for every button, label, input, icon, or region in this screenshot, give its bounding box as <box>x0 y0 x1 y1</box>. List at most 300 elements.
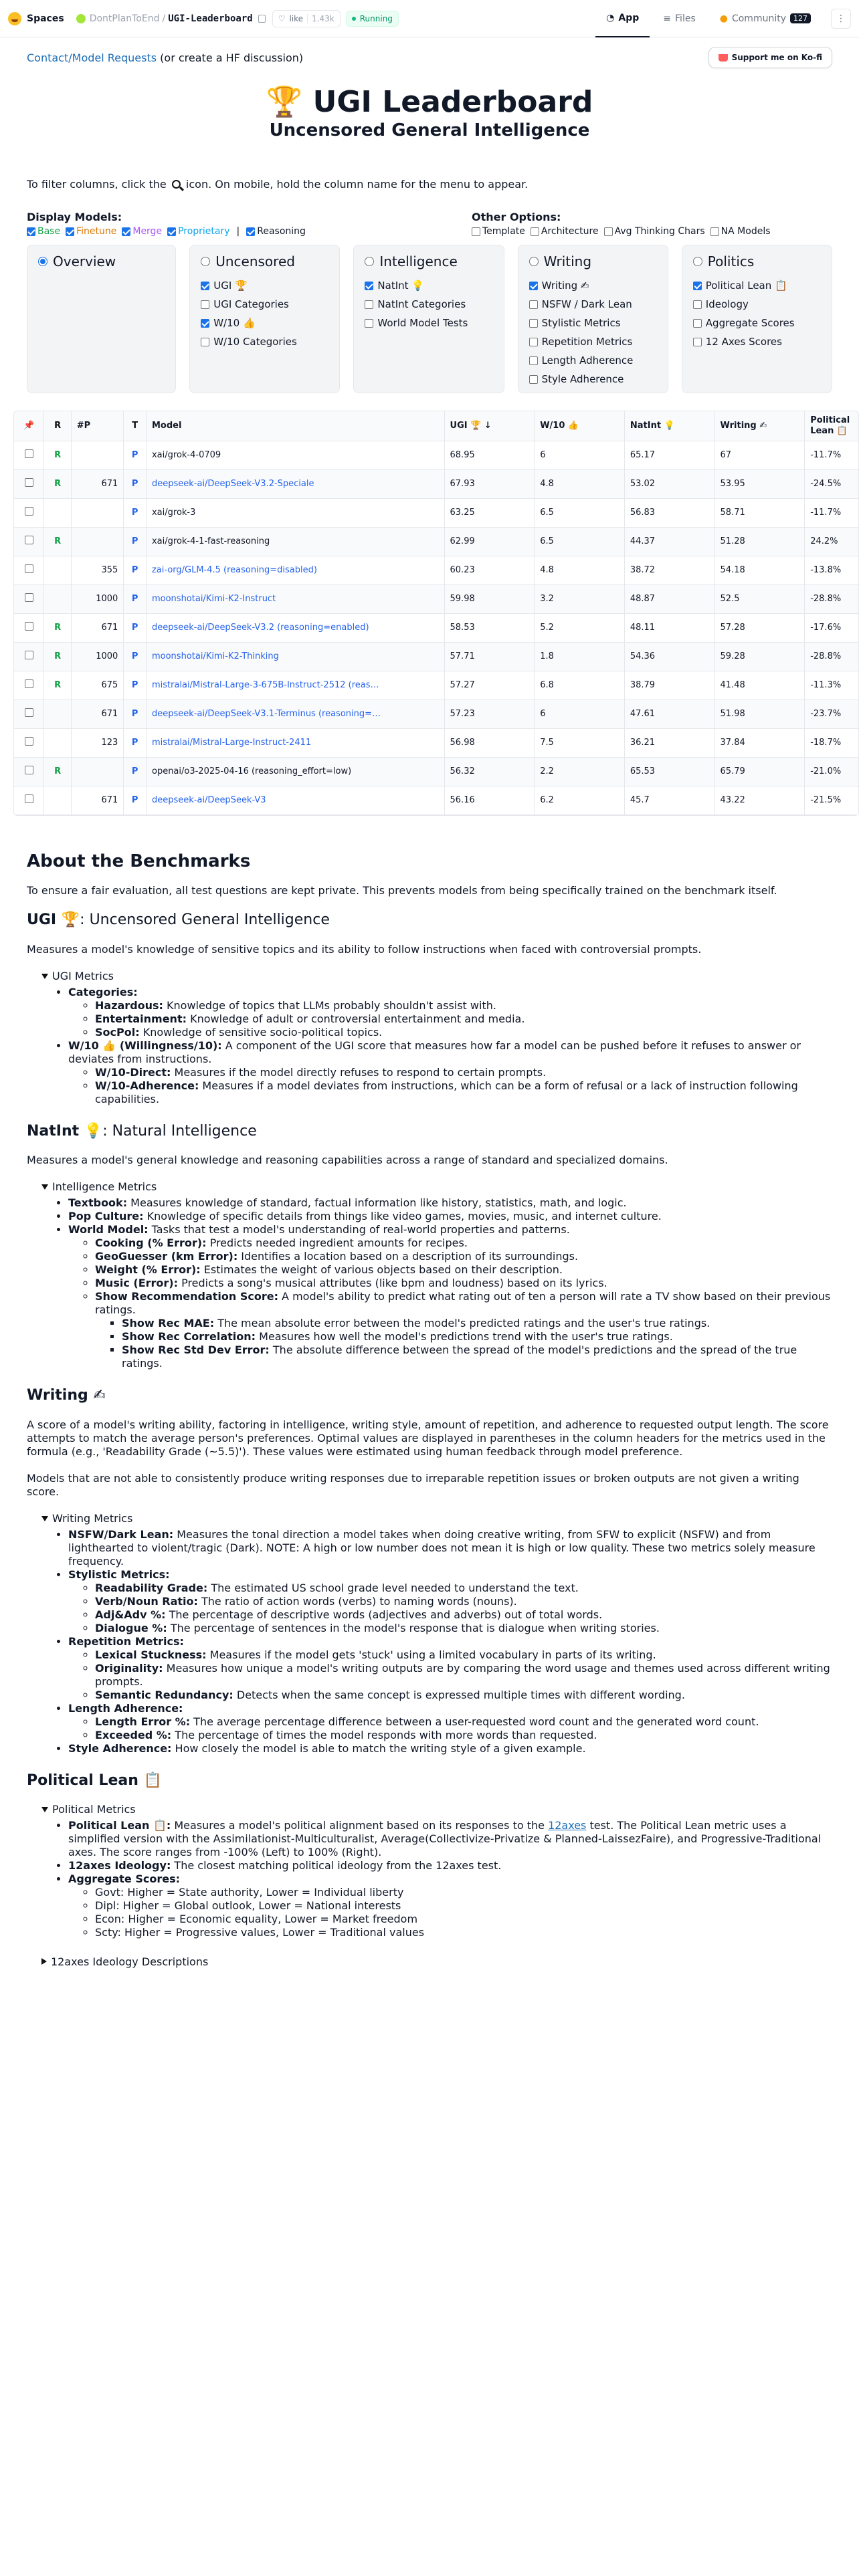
contact-suffix: (or create a HF discussion) <box>157 51 304 64</box>
item-bold: Political Lean 📋: <box>68 1819 171 1832</box>
checkbox-label: Reasoning <box>257 226 306 237</box>
type-cell: P <box>124 584 147 613</box>
r-column-header[interactable]: R <box>44 411 71 441</box>
item-text: Measures if the model directly refuses to respond to certain prompts. <box>171 1065 547 1079</box>
reasoning-flag <box>44 584 71 613</box>
checkbox-box[interactable] <box>25 737 33 746</box>
writing-heading-bold: Writing ✍ <box>27 1387 106 1404</box>
writing-label: Writing <box>543 253 592 270</box>
list-item <box>68 986 832 1039</box>
item-bold: Stylistic Metrics: <box>68 1568 170 1581</box>
reasoning-flag <box>44 728 71 757</box>
community-count-badge: 127 <box>790 13 811 23</box>
natint-heading <box>27 1122 832 1141</box>
item-bold: Weight (% Error): <box>95 1263 201 1276</box>
item-text: The estimated US school grade level needed to understand the text. <box>207 1581 579 1594</box>
list-item <box>68 1528 832 1568</box>
political-lean-cell: -24.5% <box>805 469 859 498</box>
expand-triangle-icon <box>41 1516 48 1521</box>
model-name-cell[interactable]: moonshotai/Kimi-K2-Thinking <box>146 642 444 671</box>
tab-app[interactable] <box>595 0 650 37</box>
list-item <box>95 1622 832 1635</box>
ugi-categories-checkbox[interactable] <box>201 295 328 314</box>
item-bold: Textbook: <box>68 1196 128 1209</box>
item-bold: NSFW/Dark Lean: <box>68 1527 174 1541</box>
world-model-tests-checkbox[interactable] <box>365 314 492 332</box>
space-nav <box>595 0 851 37</box>
item-bold: Verb/Noun Ratio: <box>95 1594 198 1608</box>
pin-checkbox[interactable] <box>14 613 44 642</box>
checkbox-box[interactable] <box>25 766 33 774</box>
political-lean-cell: -11.3% <box>805 671 859 700</box>
pin-checkbox[interactable] <box>14 700 44 728</box>
checkbox-box <box>201 300 209 309</box>
list-item <box>95 1648 832 1662</box>
model-name-cell[interactable]: moonshotai/Kimi-K2-Instruct <box>146 584 444 613</box>
ugi-cell: 57.23 <box>444 700 535 728</box>
display-finetune-checkbox[interactable] <box>66 226 116 237</box>
checkbox-box <box>693 338 702 346</box>
ugi-metrics-summary[interactable] <box>41 970 832 983</box>
checkbox-label: Architecture <box>541 226 599 237</box>
summary-label: Writing Metrics <box>52 1511 133 1525</box>
pin-column-header[interactable] <box>14 411 44 441</box>
params-cell: 675 <box>71 671 124 700</box>
checkbox-label: Political Lean 📋 <box>705 280 787 292</box>
ugi-cell: 63.25 <box>444 498 535 527</box>
uncensored-radio[interactable] <box>201 257 210 266</box>
tab-files[interactable] <box>652 0 706 37</box>
path-separator: / <box>162 13 166 24</box>
ideology-descriptions-summary[interactable] <box>41 1955 832 1969</box>
item-text: Identifies a location based on a description of its surroundings. <box>237 1250 579 1263</box>
tab-community-label: Community <box>731 13 786 24</box>
writing-cell: 67 <box>714 441 805 469</box>
w10-cell: 4.8 <box>535 556 625 584</box>
item-text: Knowledge of sensitive socio-political topics. <box>139 1025 383 1039</box>
pin-checkbox[interactable] <box>14 757 44 786</box>
model-name-cell: xai/grok-3 <box>146 498 444 527</box>
ugi-cell: 67.93 <box>444 469 535 498</box>
item-text: The mean absolute error between the model's predicted ratings and the user's true ratings. <box>214 1317 710 1329</box>
checkbox-box[interactable] <box>25 507 33 516</box>
org-link[interactable]: DontPlanToEnd <box>89 13 160 24</box>
ugi-cell: 68.95 <box>444 441 535 469</box>
writing-column-header[interactable]: Writing ✍ <box>714 411 805 441</box>
list-item <box>68 1568 832 1635</box>
table-row <box>14 786 859 815</box>
writing-cell: 37.84 <box>714 728 805 757</box>
item-bold: Dialogue %: <box>95 1621 167 1634</box>
list-item <box>68 1742 832 1755</box>
ugi-cell: 62.99 <box>444 527 535 556</box>
item-text: The percentage of times the model responds with more words than requested. <box>171 1728 597 1741</box>
table-row <box>14 642 859 671</box>
item-text: How closely the model is able to match the writing style of a given example. <box>171 1741 586 1755</box>
political-metrics-details <box>41 1803 832 1939</box>
tab-community[interactable] <box>709 0 822 37</box>
w10-cell: 4.8 <box>535 469 625 498</box>
ugi-heading <box>27 911 832 930</box>
item-bold: W/10-Direct: <box>95 1065 171 1079</box>
list-item: ◦ Govt: Higher = State authority, Lower = Individual liberty <box>95 1886 832 1899</box>
political-lean-cell: -17.6% <box>805 613 859 642</box>
model-name-cell[interactable]: deepseek-ai/DeepSeek-V3.2 (reasoning=enabled) <box>146 613 444 642</box>
type-cell: P <box>124 786 147 815</box>
tab-files-label: Files <box>675 13 696 24</box>
reasoning-flag: R <box>44 469 71 498</box>
writing-cell: 65.79 <box>714 757 805 786</box>
display-models-title: Display Models: <box>27 211 122 223</box>
stylistic-metrics-checkbox[interactable] <box>529 314 657 332</box>
status-label: Running <box>359 13 393 23</box>
natint-cell: 38.72 <box>624 556 714 584</box>
like-label: like <box>289 13 304 23</box>
list-item <box>95 1250 832 1263</box>
political-lean-cell: -11.7% <box>805 441 859 469</box>
model-name-cell[interactable]: deepseek-ai/DeepSeek-V3 <box>146 786 444 815</box>
repetition-metrics-checkbox[interactable] <box>529 332 657 351</box>
spaces-link[interactable] <box>8 12 64 25</box>
political-lean-checkbox[interactable] <box>693 276 821 295</box>
checkbox-label: Writing ✍ <box>541 280 589 292</box>
checkbox-box <box>529 356 538 365</box>
other-options-group <box>472 211 771 237</box>
params-cell: 671 <box>71 613 124 642</box>
12axes-link[interactable]: 12axes <box>548 1819 587 1832</box>
length-adherence-checkbox[interactable] <box>529 351 657 370</box>
natint-cell: 56.83 <box>624 498 714 527</box>
natint-cell: 48.11 <box>624 613 714 642</box>
about-title: About the Benchmarks <box>27 851 251 871</box>
ugi-checkbox[interactable] <box>201 276 328 295</box>
pin-checkbox[interactable] <box>14 441 44 469</box>
table-header-row <box>14 411 859 441</box>
list-item <box>68 1819 832 1859</box>
table-row <box>14 757 859 786</box>
option-na-models-checkbox[interactable] <box>710 226 771 237</box>
item-bold: Lexical Stuckness: <box>95 1648 207 1661</box>
item-text: Measures a model's political alignment based on its responses to the <box>171 1819 549 1832</box>
nsfw-dark-lean-checkbox[interactable] <box>529 295 657 314</box>
intelligence-radio[interactable] <box>365 257 374 266</box>
checkbox-label: W/10 Categories <box>213 336 297 348</box>
checkbox-label: NA Models <box>721 226 771 237</box>
checkbox-label: Proprietary <box>178 226 230 237</box>
uncensored-card <box>189 245 340 393</box>
option-architecture-checkbox[interactable] <box>531 226 599 237</box>
option-template-checkbox[interactable] <box>472 226 525 237</box>
reasoning-flag <box>44 498 71 527</box>
display-proprietary-checkbox[interactable] <box>167 226 229 237</box>
checkbox-box <box>529 319 538 328</box>
writing-description-1: A score of a model's writing ability, factoring in intelligence, writing style, amount of repetition, and adherence to requested output length. The score attempts to match the average person's preferences. Optimal values are displayed in parentheses in the column headers for the metrics used in the formula (e.g., 'Readability Grade (~5.5)'). These values were estimated using human feedback through model preference. <box>27 1418 829 1458</box>
natint-column-header[interactable]: NatInt 💡 <box>624 411 714 441</box>
checkbox-box <box>529 282 538 290</box>
intelligence-label: Intelligence <box>379 253 458 270</box>
natint-description: Measures a model's general knowledge and reasoning capabilities across a range of standard and specialized domains. <box>27 1154 668 1166</box>
w10-column-header[interactable]: W/10 👍 <box>535 411 625 441</box>
contact-link[interactable]: Contact/Model Requests <box>27 51 157 64</box>
politics-radio[interactable] <box>693 257 702 266</box>
intelligence-metrics-summary[interactable] <box>41 1180 832 1194</box>
pin-checkbox[interactable] <box>14 469 44 498</box>
intelligence-metrics-details <box>41 1180 832 1370</box>
writing-metrics-details <box>41 1512 832 1755</box>
status-badge <box>346 11 399 27</box>
political-lean-cell: -18.7% <box>805 728 859 757</box>
natint-cell: 36.21 <box>624 728 714 757</box>
ugi-column-header[interactable]: UGI 🏆 ↓ <box>444 411 535 441</box>
pin-checkbox[interactable] <box>14 786 44 815</box>
list-item <box>68 1635 832 1702</box>
filter-hint <box>27 178 832 191</box>
checkbox-label: W/10 👍 <box>213 317 256 329</box>
writing-cell: 41.48 <box>714 671 805 700</box>
writing-cell: 54.18 <box>714 556 805 584</box>
item-text: Predicts a song's musical attributes (like bpm and loudness) based on its lyrics. <box>178 1277 607 1289</box>
display-base-checkbox[interactable] <box>27 226 60 237</box>
list-item <box>95 1277 832 1290</box>
type-cell: P <box>124 700 147 728</box>
item-bold: Categories: <box>68 985 138 998</box>
pin-checkbox[interactable] <box>14 527 44 556</box>
checkbox-box[interactable] <box>25 622 33 631</box>
list-item <box>95 1715 832 1729</box>
item-text: Predicts needed ingredient amounts for recipes. <box>206 1237 468 1249</box>
params-cell: 1000 <box>71 584 124 613</box>
checkbox-label: NatInt 💡 <box>377 280 424 292</box>
pin-checkbox[interactable] <box>14 556 44 584</box>
ideology-checkbox[interactable] <box>693 295 821 314</box>
item-bold: Show Rec MAE: <box>122 1317 215 1329</box>
list-item <box>68 1859 832 1872</box>
type-cell: P <box>124 469 147 498</box>
item-bold: Readability Grade: <box>95 1581 208 1594</box>
option-avg-thinking-checkbox[interactable] <box>604 226 705 237</box>
checkbox-box[interactable] <box>25 651 33 659</box>
checkbox-label: Base <box>37 226 61 237</box>
checkbox-box <box>365 300 373 309</box>
item-text: The closest matching political ideology from the 12axes test. <box>171 1859 502 1872</box>
political-metrics-summary[interactable] <box>41 1803 832 1816</box>
other-options-title: Other Options: <box>472 211 561 223</box>
ugi-cell: 57.27 <box>444 671 535 700</box>
checkbox-box <box>693 319 702 328</box>
model-column-header[interactable]: Model <box>146 411 444 441</box>
list-item <box>95 1026 832 1039</box>
top-bar <box>0 0 859 37</box>
hugging-face-icon <box>8 12 21 25</box>
overview-card[interactable] <box>27 245 176 393</box>
checkbox-box <box>66 227 74 236</box>
item-bold: W/10 👍 (Willingness/10): <box>68 1039 222 1052</box>
model-name-cell[interactable]: deepseek-ai/DeepSeek-V3.1-Terminus (reasoning=… <box>146 700 444 728</box>
table-row <box>14 556 859 584</box>
w10-checkbox[interactable] <box>201 314 328 332</box>
checkbox-label: World Model Tests <box>377 317 468 329</box>
item-bold: Entertainment: <box>95 1012 187 1025</box>
pin-checkbox[interactable] <box>14 498 44 527</box>
model-name-cell[interactable]: mistralai/Mistral-Large-3-675B-Instruct-2512 (reas… <box>146 671 444 700</box>
natint-categories-checkbox[interactable] <box>365 295 492 314</box>
item-text: Knowledge of specific details from things like video games, movies, music, and internet culture. <box>143 1210 662 1222</box>
checkbox-box[interactable] <box>25 536 33 544</box>
item-bold: Adj&Adv %: <box>95 1608 166 1621</box>
checkbox-box[interactable] <box>25 679 33 688</box>
checkbox-box <box>201 282 209 290</box>
list-item <box>95 1689 832 1702</box>
item-text: test. The Political Lean metric uses a simplified version with the Assimilationist-Multiculturalist, Average(Collectivize-Privatize & Planned-LaissezFaire), and Progressive-Traditional axes. The score ranges from -100% (Left) to 100% (Right). <box>68 1819 822 1858</box>
writing-checkbox[interactable] <box>529 276 657 295</box>
reasoning-flag <box>44 700 71 728</box>
expand-triangle-icon <box>41 974 48 979</box>
pin-icon: 📌 <box>23 421 35 431</box>
table-row <box>14 613 859 642</box>
expand-triangle-icon <box>41 1807 48 1812</box>
w10-cell: 6.5 <box>535 527 625 556</box>
political-lean-cell: 24.2% <box>805 527 859 556</box>
natint-cell: 53.02 <box>624 469 714 498</box>
natint-cell: 65.17 <box>624 441 714 469</box>
display-reasoning-checkbox[interactable] <box>246 226 306 237</box>
politics-card <box>682 245 832 393</box>
checkbox-box <box>604 227 613 236</box>
writing-metrics-summary[interactable] <box>41 1512 832 1525</box>
item-bold: Exceeded %: <box>95 1728 172 1741</box>
list-item <box>95 999 832 1012</box>
about-section <box>0 851 859 1969</box>
more-menu-icon[interactable]: ⋮ <box>831 9 851 29</box>
summary-label: Political Metrics <box>52 1803 136 1816</box>
natint-cell: 54.36 <box>624 642 714 671</box>
model-name-cell[interactable]: deepseek-ai/DeepSeek-V3.2-Speciale <box>146 469 444 498</box>
style-adherence-checkbox[interactable] <box>529 370 657 389</box>
w10-cell: 3.2 <box>535 584 625 613</box>
item-text: Estimates the weight of various objects based on their description. <box>200 1263 563 1276</box>
params-cell: 671 <box>71 469 124 498</box>
summary-label: UGI Metrics <box>52 969 114 982</box>
table-row <box>14 469 859 498</box>
files-icon: ≡ <box>663 13 672 24</box>
model-name-cell: openai/o3-2025-04-16 (reasoning_effort=low) <box>146 757 444 786</box>
checkbox-label: Repetition Metrics <box>541 336 633 348</box>
item-bold: Pop Culture: <box>68 1210 144 1222</box>
params-cell: 671 <box>71 700 124 728</box>
type-cell: P <box>124 527 147 556</box>
checkbox-box <box>27 227 35 236</box>
checkbox-box[interactable] <box>25 593 33 602</box>
item-text: Measures knowledge of standard, factual information like history, statistics, math, and logic. <box>127 1196 627 1209</box>
political-lean-cell: -21.0% <box>805 757 859 786</box>
writing-cell: 58.71 <box>714 498 805 527</box>
checkbox-box[interactable] <box>25 478 33 487</box>
item-text: The absolute difference between the spread of the model's predictions and the spread of the true ratings. <box>122 1344 797 1370</box>
list-item <box>95 1595 832 1608</box>
checkbox-box <box>201 319 209 328</box>
list-item <box>95 1290 832 1370</box>
options-separator: | <box>236 226 240 237</box>
w10-cell: 6 <box>535 700 625 728</box>
copy-icon[interactable] <box>258 15 266 23</box>
checkbox-label: Avg Thinking Chars <box>614 226 705 237</box>
overview-radio[interactable] <box>38 257 47 266</box>
writing-cell: 53.95 <box>714 469 805 498</box>
item-text: Measures if the model gets 'stuck' using a limited vocabulary in parts of its writing. <box>206 1648 656 1661</box>
like-button[interactable] <box>272 10 341 27</box>
checkbox-box[interactable] <box>25 794 33 803</box>
checkbox-box <box>693 300 702 309</box>
repo-name[interactable]: UGI-Leaderboard <box>168 13 253 24</box>
table-row <box>14 700 859 728</box>
list-item <box>122 1344 832 1370</box>
pin-checkbox[interactable] <box>14 671 44 700</box>
pin-checkbox[interactable] <box>14 584 44 613</box>
model-name-cell[interactable]: zai-org/GLM-4.5 (reasoning=disabled) <box>146 556 444 584</box>
list-item <box>68 1196 832 1210</box>
political-lean-cell: -28.8% <box>805 642 859 671</box>
model-name-cell: xai/grok-4-1-fast-reasoning <box>146 527 444 556</box>
kofi-button[interactable] <box>708 47 832 68</box>
type-column-header[interactable]: T <box>124 411 147 441</box>
writing-card <box>518 245 668 393</box>
checkbox-label: Aggregate Scores <box>705 317 795 329</box>
w10-cell: 2.2 <box>535 757 625 786</box>
item-bold: Aggregate Scores: <box>68 1872 181 1885</box>
natint-cell: 44.37 <box>624 527 714 556</box>
model-name-cell[interactable]: mistralai/Mistral-Large-Instruct-2411 <box>146 728 444 757</box>
list-item <box>95 1066 832 1079</box>
heart-icon: ♡ <box>278 13 286 23</box>
display-merge-checkbox[interactable] <box>122 226 162 237</box>
checkbox-box <box>529 338 538 346</box>
collapsed-triangle-icon <box>41 1958 47 1965</box>
writing-radio[interactable] <box>529 257 539 266</box>
political-lean-column-header[interactable]: Political Lean 📋 <box>805 411 859 441</box>
pin-checkbox[interactable] <box>14 642 44 671</box>
list-item <box>95 1079 832 1106</box>
item-bold: 12axes Ideology: <box>68 1859 171 1872</box>
checkbox-box[interactable] <box>25 449 33 458</box>
political-heading-bold: Political Lean 📋 <box>27 1772 162 1789</box>
checkbox-box <box>365 282 373 290</box>
checkbox-box <box>710 227 719 236</box>
aggregate-scores-checkbox[interactable] <box>693 314 821 332</box>
w10-cell: 6.8 <box>535 671 625 700</box>
checkbox-box[interactable] <box>25 708 33 717</box>
checkbox-box[interactable] <box>25 564 33 573</box>
ugi-cell: 57.71 <box>444 642 535 671</box>
checkbox-box <box>365 319 373 328</box>
checkbox-label: Length Adherence <box>541 354 634 366</box>
natint-checkbox[interactable] <box>365 276 492 295</box>
w10-categories-checkbox[interactable] <box>201 332 328 351</box>
checkbox-box <box>531 227 539 236</box>
item-bold: Repetition Metrics: <box>68 1634 184 1648</box>
w10-cell: 1.8 <box>535 642 625 671</box>
app-icon: ◔ <box>606 12 615 23</box>
item-bold: Semantic Redundancy: <box>95 1688 233 1701</box>
table-row <box>14 671 859 700</box>
ugi-cell: 59.98 <box>444 584 535 613</box>
params-column-header[interactable]: #P <box>71 411 124 441</box>
political-lean-cell: -23.7% <box>805 700 859 728</box>
12-axes-scores-checkbox[interactable] <box>693 332 821 351</box>
pin-checkbox[interactable] <box>14 728 44 757</box>
w10-cell: 5.2 <box>535 613 625 642</box>
item-bold: Show Rec Correlation: <box>122 1330 256 1343</box>
checkbox-box <box>122 227 130 236</box>
